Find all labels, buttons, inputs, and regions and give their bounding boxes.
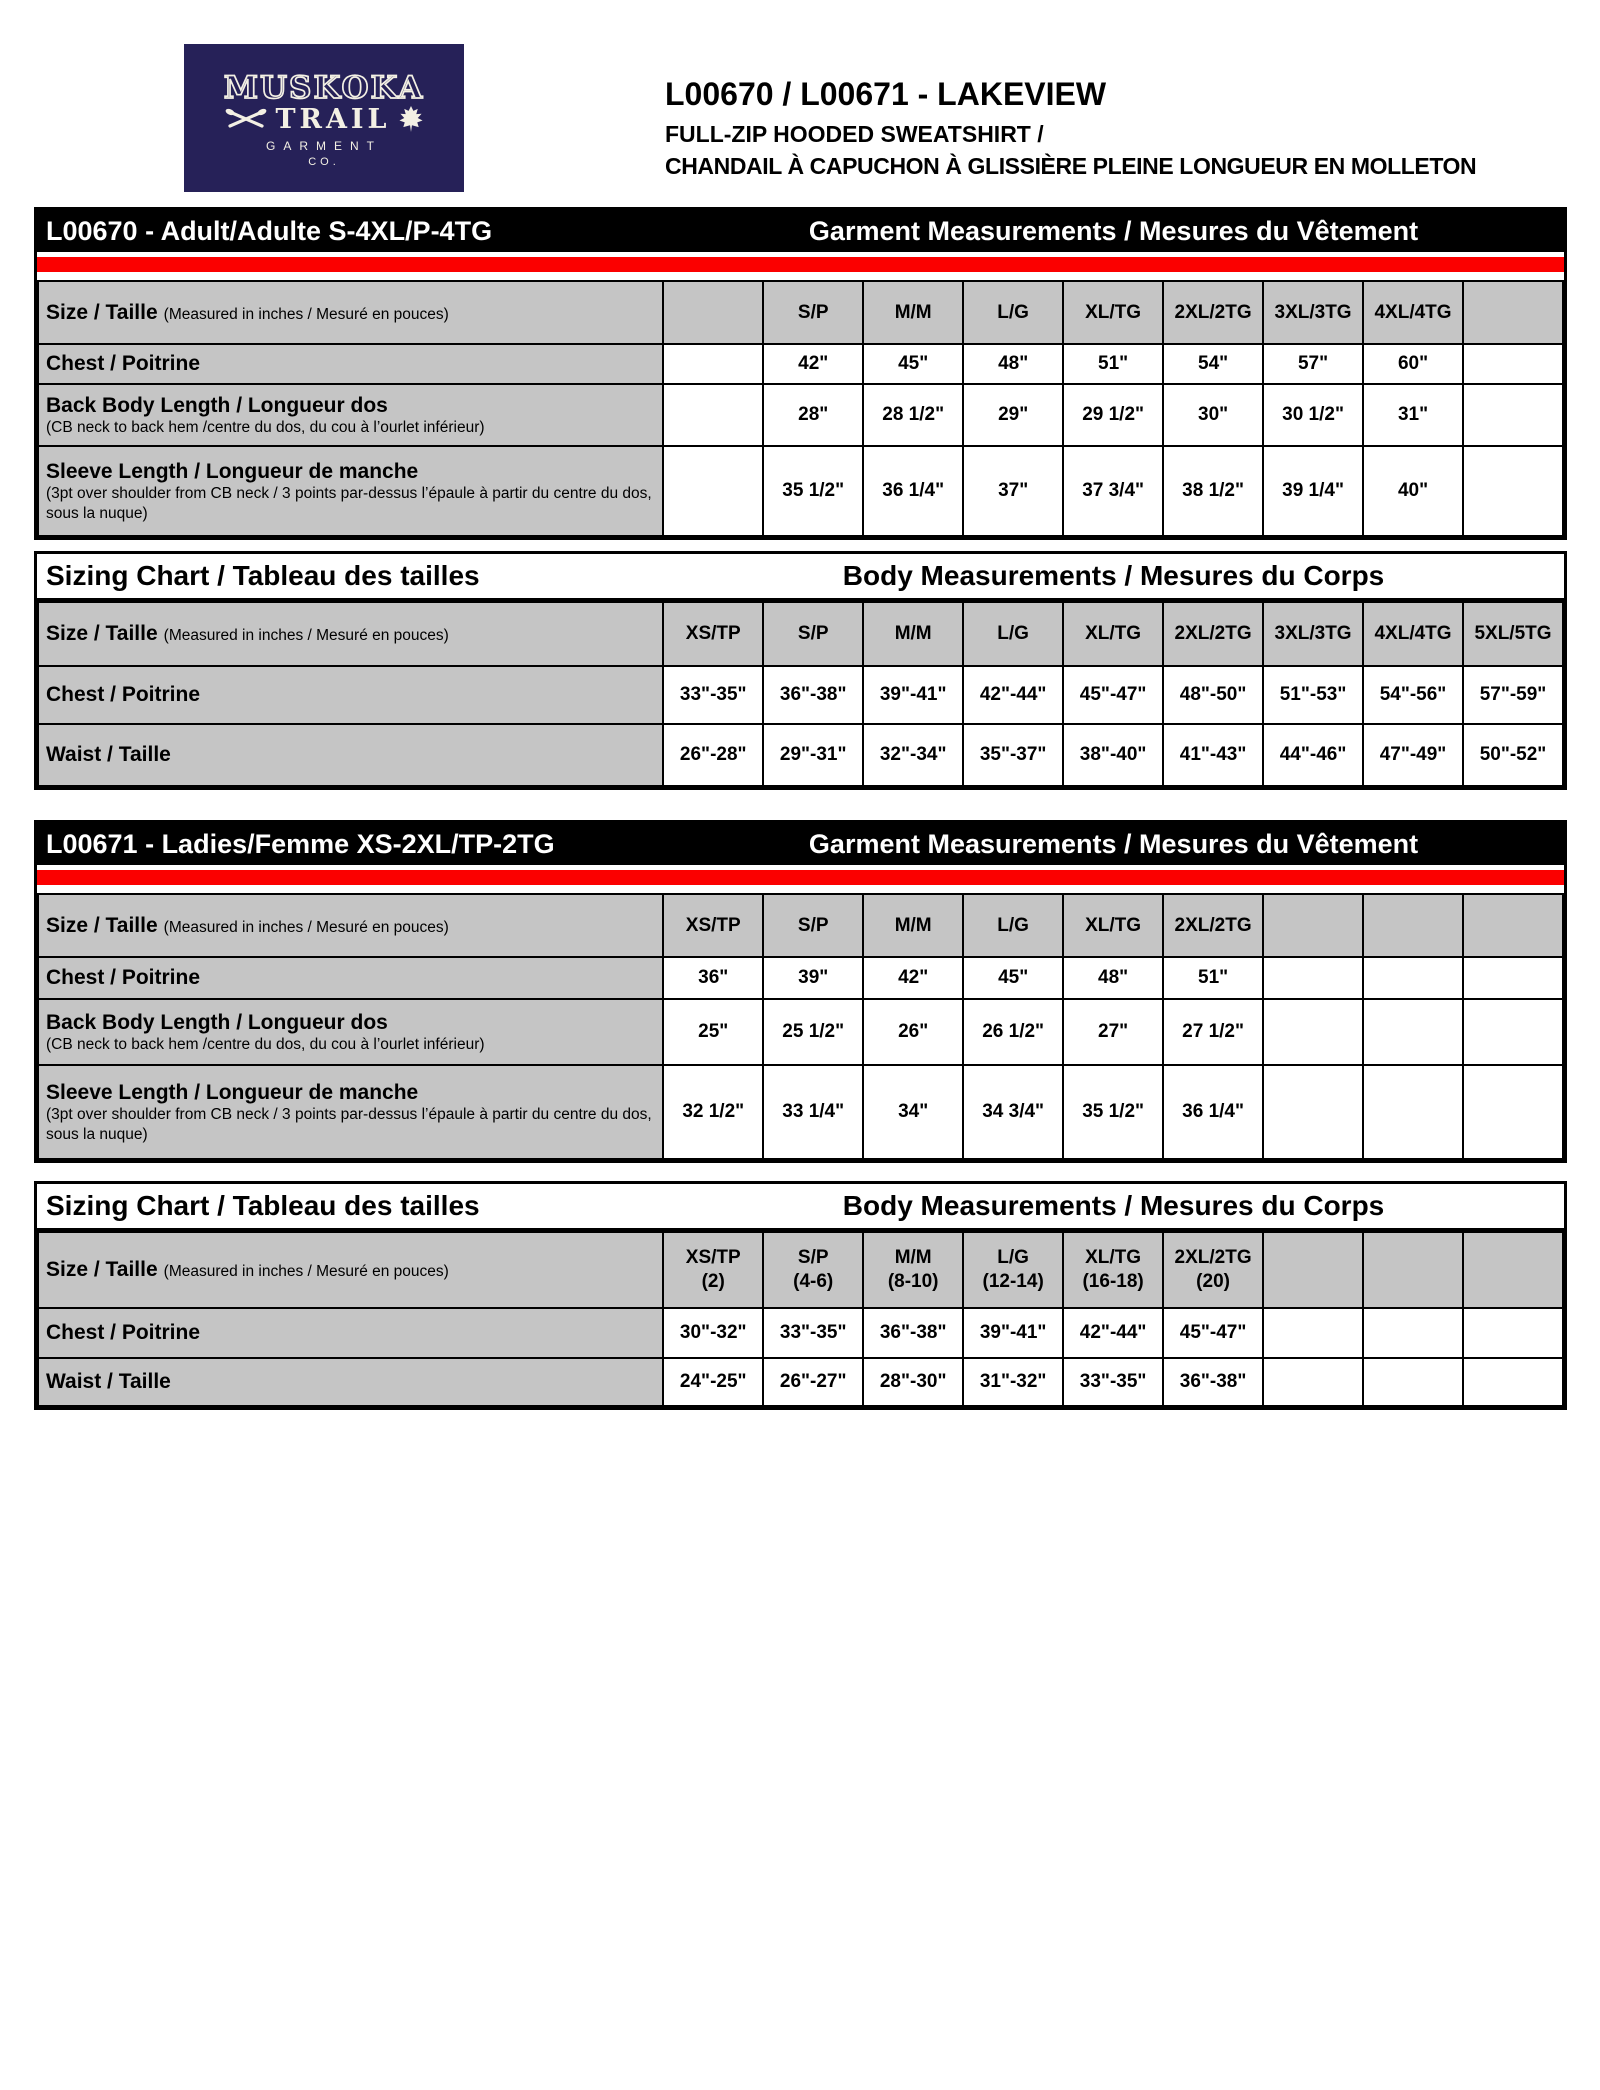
row-label: Back Body Length / Longueur dos bbox=[46, 393, 388, 417]
measurement-value: 44"-46" bbox=[1263, 724, 1363, 786]
size-column-header: M/M bbox=[863, 281, 963, 344]
measurement-row bbox=[38, 999, 1563, 1065]
size-label-cell bbox=[38, 1232, 663, 1308]
row-label-cell bbox=[38, 724, 663, 786]
size-header-row bbox=[38, 602, 1563, 666]
measurement-value: 39 1/4" bbox=[1263, 446, 1363, 536]
measurement-value: 28 1/2" bbox=[863, 384, 963, 446]
measurement-value: 32"-34" bbox=[863, 724, 963, 786]
measurement-row bbox=[38, 1308, 1563, 1358]
grid-gap bbox=[37, 272, 1564, 280]
size-column-header: XS/TP bbox=[663, 894, 763, 957]
row-label: Sleeve Length / Longueur de manche bbox=[46, 1081, 419, 1105]
size-column-header bbox=[1363, 1232, 1463, 1308]
section-title-right: Garment Measurements / Mesures du Vêtement bbox=[808, 828, 1419, 859]
measurement-value: 33 1/4" bbox=[763, 1065, 863, 1159]
maple-leaf-icon bbox=[398, 106, 424, 132]
size-column-name: S/P bbox=[797, 1247, 829, 1269]
size-column-name: L/G bbox=[997, 1247, 1029, 1269]
brand-logo bbox=[184, 44, 464, 192]
section-title-left: L00670 - Adult/Adulte S-4XL/P-4TG bbox=[46, 215, 493, 246]
section-title-right: Body Measurements / Mesures du Corps bbox=[842, 560, 1385, 591]
measurement-value: 50"-52" bbox=[1463, 724, 1563, 786]
measurement-value: 26 1/2" bbox=[963, 999, 1063, 1065]
size-column-header bbox=[763, 1232, 863, 1308]
measurement-value: 42" bbox=[763, 344, 863, 384]
size-column-header: 3XL/3TG bbox=[1263, 281, 1363, 344]
size-column-header: XL/TG bbox=[1063, 894, 1163, 957]
product-title: L00670 / L00671 - LAKEVIEW bbox=[665, 76, 1107, 112]
measurement-value bbox=[1463, 384, 1563, 446]
adult-garment-table bbox=[37, 280, 1564, 537]
row-label-cell bbox=[38, 1358, 663, 1406]
section-title-left: Sizing Chart / Tableau des tailles bbox=[46, 1190, 480, 1221]
size-column-range: (20) bbox=[1196, 1271, 1230, 1292]
measurement-value: 34" bbox=[863, 1065, 963, 1159]
measurement-value bbox=[1463, 1358, 1563, 1406]
section-title-left: Sizing Chart / Tableau des tailles bbox=[46, 560, 480, 591]
measurement-value: 48" bbox=[1063, 957, 1163, 999]
size-note: (Measured in inches / Mesuré en pouces) bbox=[163, 627, 449, 645]
measurement-value: 42"-44" bbox=[963, 666, 1063, 724]
size-column-header: M/M bbox=[863, 894, 963, 957]
section-title-right: Body Measurements / Mesures du Corps bbox=[842, 1190, 1385, 1221]
row-label: Chest / Poitrine bbox=[46, 1321, 201, 1345]
size-label: Size / Taille bbox=[46, 1258, 158, 1282]
size-column-header bbox=[1063, 1232, 1163, 1308]
size-column-range: (16-18) bbox=[1082, 1271, 1144, 1292]
measurement-value bbox=[1463, 999, 1563, 1065]
size-header-row bbox=[38, 1232, 1563, 1308]
row-label: Chest / Poitrine bbox=[46, 966, 201, 990]
measurement-row bbox=[38, 1065, 1563, 1159]
measurement-value: 45"-47" bbox=[1063, 666, 1163, 724]
size-column-header bbox=[1463, 1232, 1563, 1308]
size-column-header bbox=[663, 1232, 763, 1308]
row-note: (3pt over shoulder from CB neck / 3 points par-dessus l’épaule à partir du centre du dos, sous la nuque) bbox=[46, 1106, 652, 1143]
row-label: Chest / Poitrine bbox=[46, 683, 201, 707]
size-column-header: XS/TP bbox=[663, 602, 763, 666]
measurement-value bbox=[1363, 999, 1463, 1065]
size-column-header bbox=[1463, 281, 1563, 344]
section-ladies-garment-measurements bbox=[34, 820, 1567, 1163]
size-column-name: XL/TG bbox=[1085, 1247, 1142, 1269]
measurement-value: 34 3/4" bbox=[963, 1065, 1063, 1159]
row-label-cell bbox=[38, 446, 663, 536]
row-note: (3pt over shoulder from CB neck / 3 points par-dessus l’épaule à partir du centre du dos, sous la nuque) bbox=[46, 485, 652, 522]
measurement-row bbox=[38, 446, 1563, 536]
measurement-value: 39" bbox=[763, 957, 863, 999]
measurement-value bbox=[1363, 1308, 1463, 1358]
measurement-value: 36"-38" bbox=[1163, 1358, 1263, 1406]
measurement-value: 36 1/4" bbox=[1163, 1065, 1263, 1159]
measurement-value: 57" bbox=[1263, 344, 1363, 384]
page-header bbox=[665, 78, 1565, 179]
size-column-header bbox=[1363, 894, 1463, 957]
measurement-value: 51" bbox=[1163, 957, 1263, 999]
size-column-header: 4XL/4TG bbox=[1363, 281, 1463, 344]
size-column-header: 2XL/2TG bbox=[1163, 602, 1263, 666]
size-column-header: S/P bbox=[763, 894, 863, 957]
size-label: Size / Taille bbox=[46, 300, 158, 324]
size-column-header: 3XL/3TG bbox=[1263, 602, 1363, 666]
measurement-value: 31"-32" bbox=[963, 1358, 1063, 1406]
measurement-value bbox=[663, 446, 763, 536]
size-column-name: XS/TP bbox=[685, 1247, 741, 1269]
row-label-cell bbox=[38, 666, 663, 724]
product-subtitle-en: FULL-ZIP HOODED SWEATSHIRT / bbox=[665, 120, 1044, 147]
measurement-value: 45" bbox=[863, 344, 963, 384]
size-header-row bbox=[38, 281, 1563, 344]
measurement-value: 36"-38" bbox=[763, 666, 863, 724]
measurement-value: 51" bbox=[1063, 344, 1163, 384]
measurement-value bbox=[1263, 999, 1363, 1065]
brand-word-garment: GARMENT bbox=[266, 138, 382, 153]
measurement-value: 36"-38" bbox=[863, 1308, 963, 1358]
section-adult-garment-measurements bbox=[34, 207, 1567, 540]
row-label-cell bbox=[38, 1308, 663, 1358]
measurement-value: 36 1/4" bbox=[863, 446, 963, 536]
measurement-value: 37" bbox=[963, 446, 1063, 536]
product-subtitle-fr: CHANDAIL À CAPUCHON À GLISSIÈRE PLEINE LONGUEUR EN MOLLETON bbox=[665, 152, 1477, 179]
section-title-left: L00671 - Ladies/Femme XS-2XL/TP-2TG bbox=[46, 828, 555, 859]
measurement-value: 48"-50" bbox=[1163, 666, 1263, 724]
size-column-header: L/G bbox=[963, 602, 1063, 666]
measurement-value: 57"-59" bbox=[1463, 666, 1563, 724]
measurement-row bbox=[38, 724, 1563, 786]
size-column-header bbox=[1463, 894, 1563, 957]
measurement-value: 31" bbox=[1363, 384, 1463, 446]
size-column-range: (2) bbox=[701, 1271, 725, 1292]
row-label-cell bbox=[38, 344, 663, 384]
size-column-header bbox=[1163, 1232, 1263, 1308]
row-label: Back Body Length / Longueur dos bbox=[46, 1010, 388, 1034]
measurement-value: 47"-49" bbox=[1363, 724, 1463, 786]
measurement-row bbox=[38, 1358, 1563, 1406]
measurement-value bbox=[1363, 1358, 1463, 1406]
measurement-value bbox=[1363, 957, 1463, 999]
row-label-cell bbox=[38, 999, 663, 1065]
measurement-row bbox=[38, 344, 1563, 384]
measurement-value: 28"-30" bbox=[863, 1358, 963, 1406]
row-label-cell bbox=[38, 1065, 663, 1159]
measurement-row bbox=[38, 666, 1563, 724]
size-column-header: S/P bbox=[763, 602, 863, 666]
measurement-value bbox=[1463, 446, 1563, 536]
muskoka-wordmark bbox=[202, 69, 446, 107]
measurement-value bbox=[1363, 1065, 1463, 1159]
measurement-value: 36" bbox=[663, 957, 763, 999]
brand-word-trail: TRAIL bbox=[275, 103, 391, 135]
ladies-garment-table bbox=[37, 893, 1564, 1160]
measurement-value: 27 1/2" bbox=[1163, 999, 1263, 1065]
measurement-value: 40" bbox=[1363, 446, 1463, 536]
measurement-value bbox=[1263, 1308, 1363, 1358]
row-label: Waist / Taille bbox=[46, 1370, 171, 1394]
measurement-value: 39"-41" bbox=[863, 666, 963, 724]
size-label: Size / Taille bbox=[46, 622, 158, 646]
brand-word-co: CO. bbox=[308, 155, 340, 168]
measurement-value: 30 1/2" bbox=[1263, 384, 1363, 446]
measurement-value: 42" bbox=[863, 957, 963, 999]
measurement-value: 45" bbox=[963, 957, 1063, 999]
size-column-name: 2XL/2TG bbox=[1174, 1247, 1252, 1269]
size-label-cell bbox=[38, 894, 663, 957]
measurement-value: 28" bbox=[763, 384, 863, 446]
size-column-header: M/M bbox=[863, 602, 963, 666]
section-header-bar bbox=[37, 210, 1564, 252]
size-column-header: 5XL/5TG bbox=[1463, 602, 1563, 666]
measurement-value bbox=[663, 384, 763, 446]
measurement-value: 29"-31" bbox=[763, 724, 863, 786]
measurement-value: 54"-56" bbox=[1363, 666, 1463, 724]
size-column-range: (8-10) bbox=[887, 1271, 939, 1292]
measurement-value: 38"-40" bbox=[1063, 724, 1163, 786]
size-header-row bbox=[38, 894, 1563, 957]
measurement-value bbox=[1463, 1065, 1563, 1159]
section-ladies-body-measurements bbox=[34, 1181, 1567, 1410]
measurement-value: 33"-35" bbox=[1063, 1358, 1163, 1406]
measurement-row bbox=[38, 384, 1563, 446]
ladies-body-table bbox=[37, 1231, 1564, 1407]
size-column-header: 2XL/2TG bbox=[1163, 894, 1263, 957]
size-column-header bbox=[663, 281, 763, 344]
size-column-header: XL/TG bbox=[1063, 602, 1163, 666]
measurement-value: 30"-32" bbox=[663, 1308, 763, 1358]
measurement-value: 30" bbox=[1163, 384, 1263, 446]
section-header-bar bbox=[37, 823, 1564, 865]
measurement-value bbox=[1463, 1308, 1563, 1358]
row-label: Sleeve Length / Longueur de manche bbox=[46, 460, 419, 484]
measurement-value: 35 1/2" bbox=[1063, 1065, 1163, 1159]
measurement-value: 26" bbox=[863, 999, 963, 1065]
row-label-cell bbox=[38, 957, 663, 999]
accent-stripe bbox=[37, 257, 1564, 272]
measurement-row bbox=[38, 957, 1563, 999]
measurement-value: 26"-27" bbox=[763, 1358, 863, 1406]
size-column-header: XL/TG bbox=[1063, 281, 1163, 344]
size-column-header: 2XL/2TG bbox=[1163, 281, 1263, 344]
measurement-value: 45"-47" bbox=[1163, 1308, 1263, 1358]
size-note: (Measured in inches / Mesuré en pouces) bbox=[163, 305, 449, 323]
trail-row bbox=[224, 103, 423, 135]
size-column-range: (12-14) bbox=[982, 1271, 1044, 1292]
measurement-value: 60" bbox=[1363, 344, 1463, 384]
brand-word-muskoka: MUSKOKA bbox=[223, 69, 425, 106]
measurement-value: 27" bbox=[1063, 999, 1163, 1065]
measurement-value: 39"-41" bbox=[963, 1308, 1063, 1358]
size-label-cell bbox=[38, 281, 663, 344]
size-label: Size / Taille bbox=[46, 913, 158, 937]
measurement-value: 33"-35" bbox=[763, 1308, 863, 1358]
measurement-value bbox=[663, 344, 763, 384]
measurement-value bbox=[1263, 957, 1363, 999]
row-label: Chest / Poitrine bbox=[46, 352, 201, 376]
section-header-bar bbox=[37, 1184, 1564, 1231]
size-column-header bbox=[1263, 894, 1363, 957]
row-label: Waist / Taille bbox=[46, 743, 171, 767]
size-column-name: M/M bbox=[894, 1247, 932, 1269]
measurement-value: 29 1/2" bbox=[1063, 384, 1163, 446]
measurement-value: 24"-25" bbox=[663, 1358, 763, 1406]
row-note: (CB neck to back hem /centre du dos, du cou à l’ourlet inférieur) bbox=[46, 1035, 485, 1053]
size-note: (Measured in inches / Mesuré en pouces) bbox=[163, 918, 449, 936]
measurement-value bbox=[1463, 957, 1563, 999]
size-column-header bbox=[863, 1232, 963, 1308]
measurement-value: 41"-43" bbox=[1163, 724, 1263, 786]
size-column-range: (4-6) bbox=[793, 1271, 834, 1292]
size-label-cell bbox=[38, 602, 663, 666]
adult-body-table bbox=[37, 601, 1564, 787]
measurement-value bbox=[1463, 344, 1563, 384]
size-column-header bbox=[963, 1232, 1063, 1308]
section-adult-body-measurements bbox=[34, 551, 1567, 790]
section-title-right: Garment Measurements / Mesures du Vêtement bbox=[808, 215, 1419, 246]
row-label-cell bbox=[38, 384, 663, 446]
size-note: (Measured in inches / Mesuré en pouces) bbox=[163, 1263, 449, 1281]
measurement-value: 29" bbox=[963, 384, 1063, 446]
measurement-value bbox=[1263, 1065, 1363, 1159]
size-column-header: L/G bbox=[963, 281, 1063, 344]
measurement-value: 35"-37" bbox=[963, 724, 1063, 786]
crossed-paddles-icon bbox=[224, 108, 268, 130]
section-header-bar bbox=[37, 554, 1564, 601]
size-column-header: S/P bbox=[763, 281, 863, 344]
measurement-value: 54" bbox=[1163, 344, 1263, 384]
measurement-value: 51"-53" bbox=[1263, 666, 1363, 724]
measurement-value: 48" bbox=[963, 344, 1063, 384]
accent-stripe bbox=[37, 870, 1564, 885]
measurement-value bbox=[1263, 1358, 1363, 1406]
measurement-value: 32 1/2" bbox=[663, 1065, 763, 1159]
size-column-header: 4XL/4TG bbox=[1363, 602, 1463, 666]
measurement-value: 26"-28" bbox=[663, 724, 763, 786]
measurement-value: 37 3/4" bbox=[1063, 446, 1163, 536]
measurement-value: 42"-44" bbox=[1063, 1308, 1163, 1358]
grid-gap bbox=[37, 885, 1564, 893]
measurement-value: 25 1/2" bbox=[763, 999, 863, 1065]
measurement-value: 38 1/2" bbox=[1163, 446, 1263, 536]
size-column-header: L/G bbox=[963, 894, 1063, 957]
measurement-value: 35 1/2" bbox=[763, 446, 863, 536]
measurement-value: 33"-35" bbox=[663, 666, 763, 724]
row-note: (CB neck to back hem /centre du dos, du cou à l’ourlet inférieur) bbox=[46, 418, 485, 436]
size-column-header bbox=[1263, 1232, 1363, 1308]
measurement-value: 25" bbox=[663, 999, 763, 1065]
